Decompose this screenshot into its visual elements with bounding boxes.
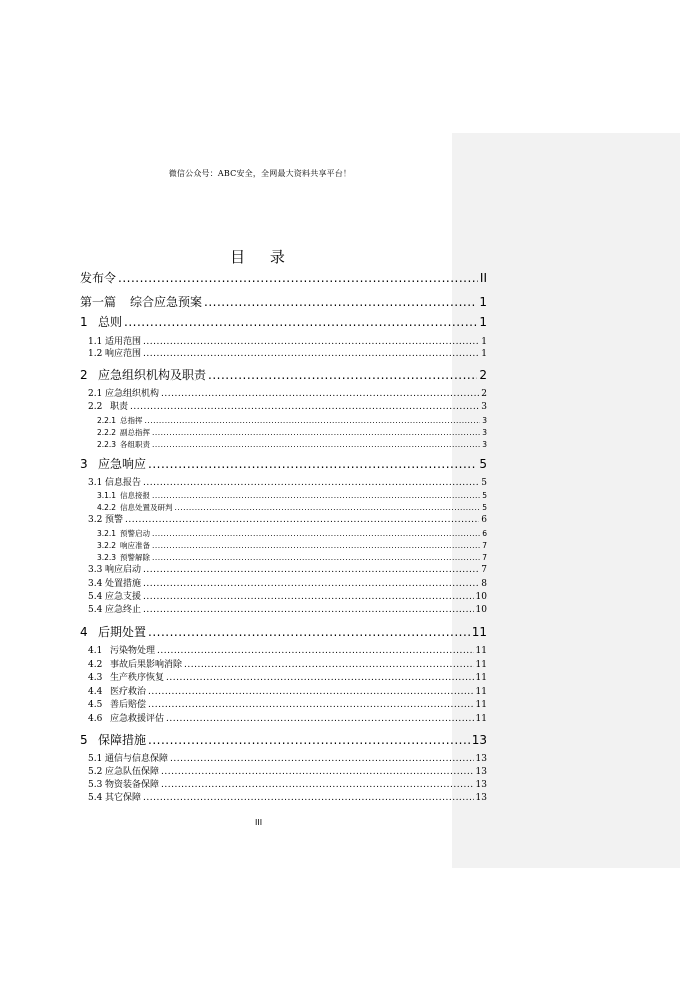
toc-entry-number: 1 — [80, 315, 88, 329]
toc-entry-title: 响应准备 — [120, 541, 150, 550]
toc-leader — [148, 734, 470, 746]
toc-entry-number: 第一篇 — [80, 295, 117, 309]
toc-leader — [148, 626, 470, 638]
toc-entry-page: 13 — [475, 793, 487, 803]
toc-entry-page: 3 — [482, 416, 487, 425]
toc-leader — [143, 580, 479, 589]
toc-leader — [152, 554, 480, 562]
toc-entry[interactable] — [88, 390, 487, 399]
toc-entry-number: 3.1 — [88, 478, 103, 488]
toc-entry-page: 5 — [479, 457, 487, 471]
toc-entry[interactable] — [88, 715, 487, 724]
toc-leader — [143, 350, 479, 359]
toc-entry-page: 5 — [482, 503, 487, 512]
toc-entry-title: 处置措施 — [105, 579, 142, 589]
toc-entry[interactable] — [88, 674, 487, 683]
toc-leader — [152, 429, 480, 437]
toc-entry-title: 响应范围 — [105, 349, 142, 359]
toc-entry-number: 2.1 — [88, 389, 103, 399]
toc-entry-page: 8 — [481, 579, 487, 589]
toc-entry-number: 4.3 — [88, 673, 103, 683]
toc-leader — [143, 593, 474, 602]
toc-leader — [125, 516, 479, 525]
toc-entry-page: 13 — [471, 733, 487, 747]
toc-entry[interactable] — [88, 781, 487, 790]
toc-entry-number: 1.2 — [88, 349, 103, 359]
toc-entry-number: 4.5 — [88, 700, 103, 710]
toc-title: 目 录 — [230, 248, 295, 266]
toc-entry[interactable] — [97, 492, 487, 500]
toc-leader — [152, 542, 480, 550]
toc-leader — [166, 674, 474, 683]
toc-leader — [170, 755, 474, 764]
toc-entry-number: 5 — [80, 733, 88, 747]
toc-entry-title: 污染物处理 — [110, 646, 156, 656]
toc-entry-title: 应急救援评估 — [110, 714, 165, 724]
toc-entry-page: 11 — [471, 625, 487, 639]
toc-entry[interactable] — [88, 701, 487, 710]
toc-leader — [124, 316, 477, 328]
toc-entry[interactable] — [80, 369, 487, 381]
toc-entry[interactable] — [88, 647, 487, 656]
toc-leader — [130, 403, 479, 412]
toc-entry-page: 10 — [475, 592, 487, 602]
toc-entry-number: 5.2 — [88, 767, 103, 777]
toc-entry-title: 后期处置 — [98, 625, 147, 639]
toc-entry-page: 1 — [479, 315, 487, 329]
toc-entry[interactable] — [97, 542, 487, 550]
toc-entry-number: 3.2.1 — [97, 529, 117, 538]
toc-entry-page: 1 — [479, 295, 487, 309]
toc-entry-title: 预警解除 — [120, 553, 150, 562]
toc-leader — [148, 688, 474, 697]
toc-entry[interactable] — [88, 661, 487, 670]
toc-entry[interactable] — [88, 350, 487, 359]
toc-entry-number: 3.3 — [88, 565, 103, 575]
toc-entry-number: 2 — [80, 368, 88, 382]
toc-entry-number: 1.1 — [88, 337, 103, 347]
toc-entry[interactable] — [88, 516, 487, 525]
toc-entry-number: 4.1 — [88, 646, 103, 656]
toc-entry[interactable] — [88, 688, 487, 697]
toc-entry-title: 应急响应 — [98, 457, 147, 471]
toc-entry[interactable] — [97, 417, 487, 425]
toc-entry[interactable] — [88, 338, 487, 347]
toc-entry[interactable] — [97, 429, 487, 437]
toc-entry-page: 5 — [481, 478, 487, 488]
toc-entry-page: 2 — [479, 368, 487, 382]
toc-entry[interactable] — [88, 403, 487, 412]
toc-entry-title: 各组职责 — [120, 440, 150, 449]
toc-entry-title: 应急队伍保障 — [105, 767, 160, 777]
toc-entry-page: 2 — [481, 389, 487, 399]
toc-entry-title: 发布令 — [80, 271, 117, 285]
toc-entry[interactable] — [97, 504, 487, 512]
toc-leader — [166, 715, 474, 724]
toc-entry-page: 13 — [475, 780, 487, 790]
toc-entry[interactable] — [88, 755, 487, 764]
toc-entry-title: 应急组织机构 — [105, 389, 160, 399]
toc-entry[interactable] — [88, 566, 487, 575]
toc-entry-page: 11 — [475, 673, 487, 683]
toc-entry-number: 3.1.1 — [97, 491, 117, 500]
toc-leader — [152, 530, 480, 538]
toc-entry-page: 6 — [482, 529, 487, 538]
toc-entry-page: 7 — [482, 541, 487, 550]
toc-entry-title: 应急终止 — [105, 605, 142, 615]
header-note: 微信公众号：ABC安全，全网最大资料共享平台！ — [168, 169, 352, 178]
toc-entry-page: 3 — [482, 428, 487, 437]
toc-leader — [152, 441, 480, 449]
toc-entry-title: 信息处置及研判 — [120, 503, 173, 512]
toc-entry-title: 保障措施 — [98, 733, 147, 747]
toc-entry-title: 信息报告 — [105, 478, 142, 488]
toc-leader — [161, 781, 474, 790]
toc-entry-number: 3.2.2 — [97, 541, 117, 550]
toc-entry-number: 4.6 — [88, 714, 103, 724]
toc-entry-page: 11 — [475, 687, 487, 697]
toc-leader — [161, 390, 479, 399]
toc-leader — [175, 504, 481, 512]
toc-leader — [152, 492, 480, 500]
toc-entry-number: 3 — [80, 457, 88, 471]
toc-entry[interactable] — [97, 554, 487, 562]
toc-entry-page: II — [479, 271, 487, 285]
toc-entry-number: 5.4 — [88, 605, 103, 615]
toc-entry-title: 事故后果影响消除 — [110, 660, 183, 670]
toc-entry[interactable] — [88, 794, 487, 803]
toc-entry-title: 通信与信息保障 — [105, 754, 169, 764]
toc-entry-number: 3.4 — [88, 579, 103, 589]
toc-leader — [208, 369, 477, 381]
toc-entry-title: 适用范围 — [105, 337, 142, 347]
toc-leader — [143, 606, 474, 615]
toc-entry-title: 响应启动 — [105, 565, 142, 575]
toc-entry-number: 4 — [80, 625, 88, 639]
toc-entry-number: 5.1 — [88, 754, 103, 764]
toc-leader — [157, 647, 474, 656]
toc-entry[interactable] — [88, 593, 487, 602]
toc-entry-number: 4.2 — [88, 660, 103, 670]
toc-entry[interactable] — [97, 441, 487, 449]
toc-entry[interactable] — [80, 626, 487, 638]
toc-leader — [184, 661, 474, 670]
toc-entry-number: 3.2.3 — [97, 553, 117, 562]
toc-entry-title: 善后赔偿 — [110, 700, 147, 710]
toc-entry-title: 综合应急预案 — [130, 295, 203, 309]
toc-leader — [143, 479, 479, 488]
toc-entry-page: 11 — [475, 700, 487, 710]
toc-entry-page: 7 — [482, 553, 487, 562]
toc-entry-page: 11 — [475, 646, 487, 656]
page-number: III — [255, 818, 263, 827]
toc-entry-number: 5.4 — [88, 592, 103, 602]
toc-entry[interactable] — [80, 316, 487, 328]
toc-entry-page: 3 — [481, 402, 487, 412]
toc-entry[interactable] — [80, 272, 487, 284]
toc-entry-title: 物资装备保障 — [105, 780, 160, 790]
toc-entry-number: 5.3 — [88, 780, 103, 790]
toc-entry[interactable] — [88, 479, 487, 488]
toc-entry-number: 2.2.1 — [97, 416, 117, 425]
toc-entry-title: 副总指挥 — [120, 428, 150, 437]
toc-entry-number: 4.4 — [88, 687, 103, 697]
toc-entry-number: 2.2.2 — [97, 428, 117, 437]
toc-entry-title: 职责 — [110, 402, 129, 412]
toc-entry[interactable] — [97, 530, 487, 538]
toc-leader — [148, 458, 477, 470]
toc-entry-page: 5 — [482, 491, 487, 500]
toc-entry-number: 3.2 — [88, 515, 103, 525]
toc-leader — [145, 417, 481, 425]
toc-entry-title: 生产秩序恢复 — [110, 673, 165, 683]
toc-leader — [143, 566, 479, 575]
toc-entry-title: 预警启动 — [120, 529, 150, 538]
toc-entry[interactable] — [88, 580, 487, 589]
toc-entry-page: 11 — [475, 660, 487, 670]
toc-entry[interactable] — [80, 458, 487, 470]
toc-leader — [143, 338, 479, 347]
toc-entry-title: 应急组织机构及职责 — [98, 368, 207, 382]
toc-entry-page: 1 — [481, 337, 487, 347]
toc-entry-page: 11 — [475, 714, 487, 724]
toc-entry-title: 预警 — [105, 515, 124, 525]
toc-entry-page: 7 — [481, 565, 487, 575]
toc-entry-number: 2.2.3 — [97, 440, 117, 449]
toc-entry-title: 总则 — [98, 315, 123, 329]
toc-entry[interactable] — [88, 768, 487, 777]
toc-entry[interactable] — [80, 734, 487, 746]
toc-entry-title: 应急支援 — [105, 592, 142, 602]
toc-entry[interactable] — [80, 296, 487, 308]
toc-entry-number: 2.2 — [88, 402, 103, 412]
toc-entry-number: 4.2.2 — [97, 503, 117, 512]
toc-entry-title: 信息接报 — [120, 491, 150, 500]
toc-entry-page: 13 — [475, 767, 487, 777]
toc-entry-title: 其它保障 — [105, 793, 142, 803]
toc-entry-page: 13 — [475, 754, 487, 764]
toc-entry-page: 6 — [481, 515, 487, 525]
toc-leader — [148, 701, 474, 710]
toc-leader — [118, 272, 478, 284]
toc-entry-page: 10 — [475, 605, 487, 615]
toc-entry[interactable] — [88, 606, 487, 615]
toc-leader — [161, 768, 474, 777]
toc-entry-number: 5.4 — [88, 793, 103, 803]
toc-entry-title: 医疗救治 — [110, 687, 147, 697]
toc-leader — [204, 296, 477, 308]
toc-entry-title: 总指挥 — [120, 416, 143, 425]
toc-entry-page: 3 — [482, 440, 487, 449]
toc-leader — [143, 794, 474, 803]
toc-entry-page: 1 — [481, 349, 487, 359]
